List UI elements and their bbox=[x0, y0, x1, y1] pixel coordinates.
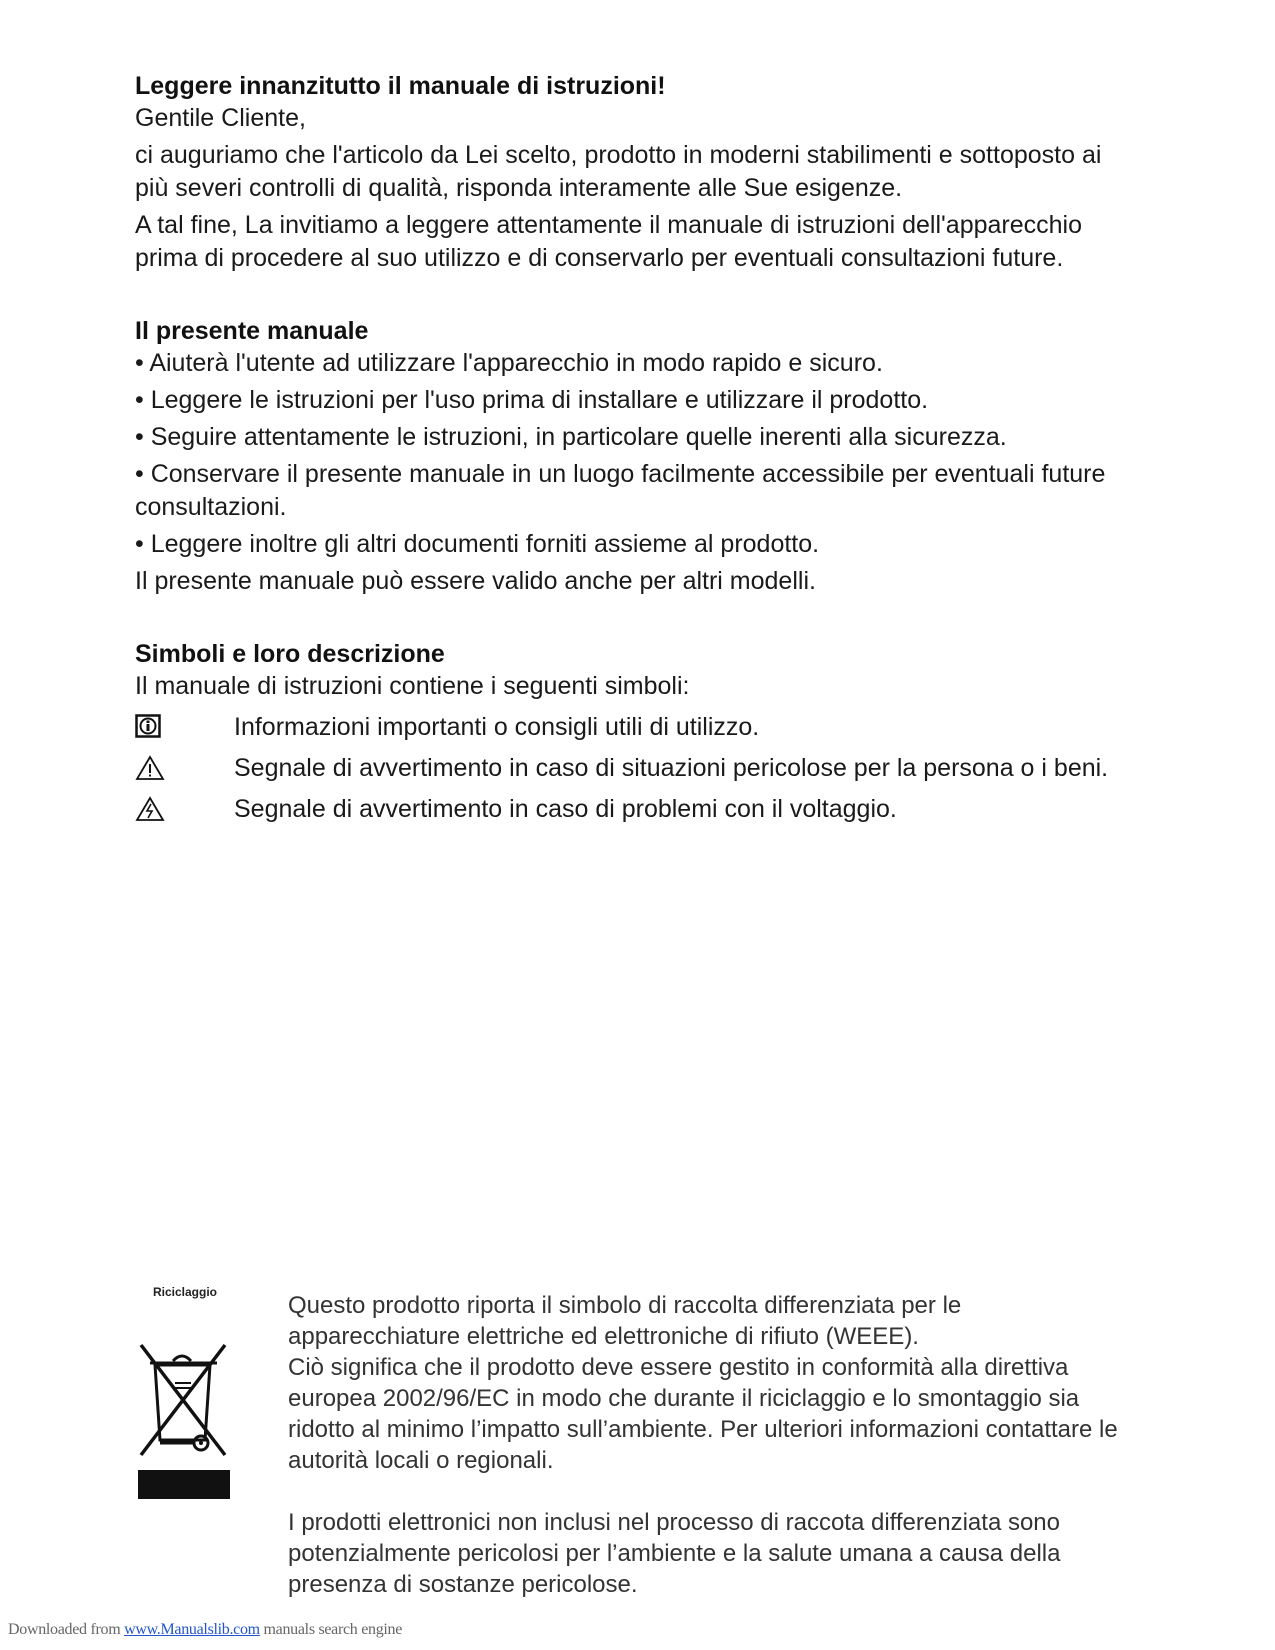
list-item: • Conservare il presente manuale in un luogo facilmente accessibile per eventuali future consultazioni. bbox=[135, 460, 1106, 521]
manual-page bbox=[135, 70, 1135, 826]
list-item: • Leggere inoltre gli altri documenti forniti assieme al prodotto. bbox=[135, 530, 820, 558]
greeting: Gentile Cliente, bbox=[135, 104, 306, 132]
electric-warning-icon bbox=[135, 796, 163, 824]
list-item: • Seguire attentamente le istruzioni, in particolare quelle inerenti alla sicurezza. bbox=[135, 423, 1007, 451]
download-footer bbox=[8, 1621, 402, 1639]
symbol-row-voltage bbox=[135, 793, 1135, 826]
list-item: • Leggere le istruzioni per l'uso prima di installare e utilizzare il prodotto. bbox=[135, 386, 929, 414]
symbol-row-info bbox=[135, 711, 1135, 744]
intro-heading: Leggere innanzitutto il manuale di istruzioni! bbox=[135, 72, 666, 100]
weee-paragraph-1b: Ciò significa che il prodotto deve essere gestito in conformità alla direttiva europea 2002/96/EC in modo che durante il riciclaggio e lo smontaggio sia ridotto al minimo l’impatto sull’ambiente. Per ulteriori informazioni contattare le autorità locali o regionali. bbox=[288, 1354, 1118, 1474]
warning-triangle-icon bbox=[135, 755, 163, 783]
recycling-label: Riciclaggio bbox=[152, 1285, 217, 1299]
weee-description bbox=[288, 1290, 1128, 1600]
intro-paragraph-2: A tal fine, La invitiamo a leggere attentamente il manuale di istruzioni dell'apparecchio prima di procedere al suo utilizzo e di conservarlo per eventuali consultazioni future. bbox=[135, 211, 1082, 272]
symbols-heading: Simboli e loro descrizione bbox=[135, 640, 445, 668]
symbols-section bbox=[135, 638, 1135, 826]
symbol-text: Segnale di avvertimento in caso di problemi con il voltaggio. bbox=[234, 795, 897, 823]
recycling-symbol bbox=[135, 1285, 255, 1299]
symbol-text: Informazioni importanti o consigli utili di utilizzo. bbox=[234, 713, 760, 741]
symbol-text: Segnale di avvertimento in caso di situazioni pericolose per la persona o i beni. bbox=[234, 754, 1109, 782]
weee-paragraph-1: Questo prodotto riporta il simbolo di raccolta differenziata per le apparecchiature elettriche ed elettroniche di rifiuto (WEEE). bbox=[288, 1292, 962, 1350]
symbols-intro: Il manuale di istruzioni contiene i seguenti simboli: bbox=[135, 672, 690, 700]
list-item: • Aiuterà l'utente ad utilizzare l'apparecchio in modo rapido e sicuro. bbox=[135, 349, 883, 377]
info-icon bbox=[135, 714, 163, 742]
manual-section bbox=[135, 315, 1135, 598]
manualslib-link[interactable]: www.Manualslib.com bbox=[124, 1621, 260, 1638]
footer-prefix: Downloaded from bbox=[8, 1621, 125, 1638]
intro-paragraph-1: ci auguriamo che l'articolo da Lei scelto, prodotto in moderni stabilimenti e sottoposto ai più severi controlli di qualità, risponda interamente alle Sue esigenze. bbox=[135, 141, 1102, 202]
symbol-row-warning bbox=[135, 752, 1135, 785]
footer-suffix: manuals search engine bbox=[259, 1621, 403, 1638]
manual-heading: Il presente manuale bbox=[135, 317, 369, 345]
weee-paragraph-2: I prodotti elettronici non inclusi nel processo di raccota differenziata sono potenzialmente pericolosi per l’ambiente e la salute umana a causa della presenza di sostanze pericolose. bbox=[288, 1509, 1061, 1598]
weee-bin-icon bbox=[135, 1325, 235, 1510]
manual-note: Il presente manuale può essere valido anche per altri modelli. bbox=[135, 567, 816, 595]
